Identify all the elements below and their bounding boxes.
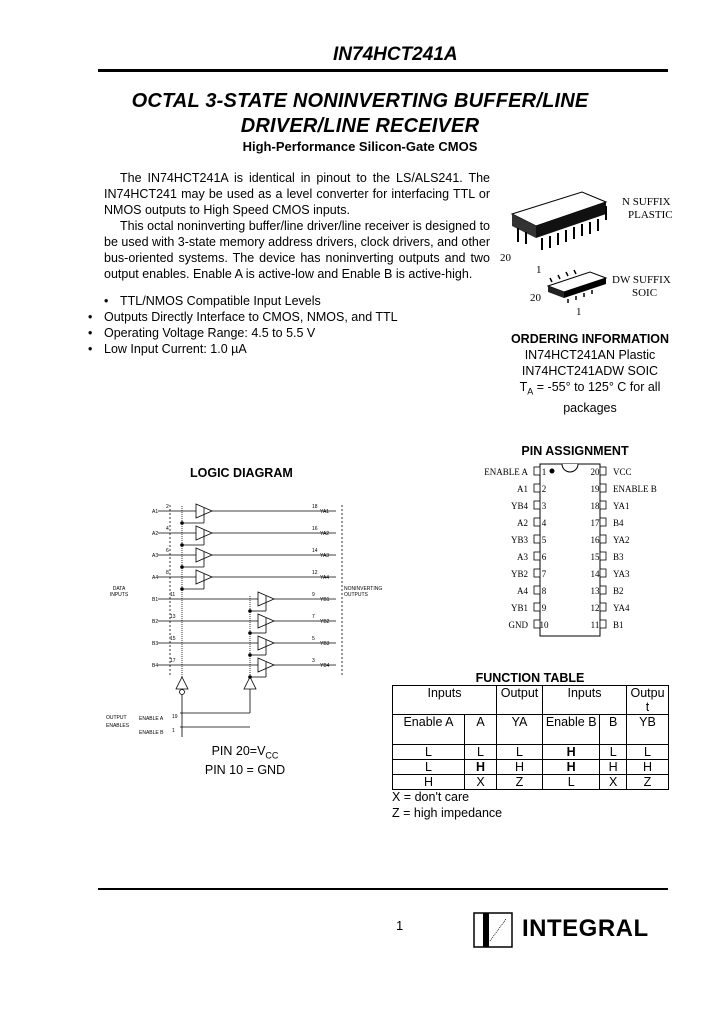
function-table-title: FUNCTION TABLE [475, 671, 585, 685]
ft-group-header: Output [497, 686, 543, 715]
pin-right-label: YA1 [613, 501, 630, 511]
pin-left-label: YB2 [510, 569, 528, 579]
logic-input-label: B4 [152, 663, 159, 669]
logic-input-pin: 6 [166, 548, 169, 554]
pin-left-number: 6 [541, 552, 547, 562]
logic-output-label: YB3 [320, 641, 330, 647]
ft-col-header: YA [497, 715, 543, 745]
logic-output-pin: 14 [312, 548, 318, 554]
ft-col-header: YB [627, 715, 669, 745]
logic-output-label: YA4 [320, 575, 330, 581]
function-table-notes [392, 789, 502, 821]
output-enables-label: OUTPUT ENABLES [106, 715, 130, 729]
pin-left-label: YB4 [510, 501, 528, 511]
pin-left-number: 9 [541, 603, 547, 613]
pin-right-number: 16 [590, 535, 600, 545]
pin-left-label: A1 [517, 484, 528, 494]
junction-dot [248, 631, 252, 635]
logic-input-pin: 11 [170, 592, 176, 598]
description [104, 170, 490, 282]
ordering-line-2: IN74HCT241ADW SOIC [521, 364, 659, 378]
logic-output-label: YA2 [320, 531, 330, 537]
pin-left-number: 5 [541, 535, 547, 545]
integral-logo-icon [472, 911, 514, 949]
ft-note-z: Z = high impedance [392, 806, 503, 820]
pin-right-number: 11 [590, 620, 600, 630]
logic-output-pin: 12 [312, 570, 318, 576]
logic-input-pin: 8 [166, 570, 169, 576]
pin-note-vcc: PIN $20=V_{CC}$ [211, 744, 279, 761]
junction-dot [180, 587, 184, 591]
junction-dot [180, 543, 184, 547]
logic-input-pin: 13 [170, 614, 176, 620]
part-number-header: IN74HCT241A [333, 44, 458, 65]
description-paragraph-1: The IN74HCT241A is identical in pinout to the LS/ALS241. The IN74HCT241 may be used as a level converter for interfacing TTL or NMOS outputs to High Speed CMOS inputs. [104, 171, 490, 217]
pin-left-label: A3 [517, 552, 528, 562]
enable-labels: ENABLE A ENABLE B [139, 716, 164, 736]
ft-col-header: A [465, 715, 497, 745]
ft-note-x: X = don't care [392, 790, 470, 804]
logic-input-pin: 17 [170, 658, 176, 664]
ft-row: L L L H L L [393, 745, 669, 760]
logic-input-label: B2 [152, 619, 159, 625]
pin-right-label: YA2 [613, 535, 630, 545]
data-inputs-label: DATA INPUTS [109, 586, 129, 598]
logic-diagram [100, 495, 400, 740]
logic-input-label: B3 [152, 641, 159, 647]
pin-left-number: 8 [541, 586, 547, 596]
feature-item: • Outputs Directly Interface to CMOS, NMOS, and TTL [88, 309, 488, 325]
junction-dot [180, 521, 184, 525]
dip-package-drawing [512, 192, 606, 250]
dip-pin20-label: 20 [500, 252, 511, 264]
logic-output-label: YB4 [320, 663, 330, 669]
pin-left-label: YB3 [510, 535, 528, 545]
logic-input-label: A4 [152, 575, 159, 581]
description-paragraph-2: This octal noninverting buffer/line driver/line receiver is designed to be used with 3-state memory address drivers, clock drivers, and other bus-oriented systems. The device has noninverting outputs and two output enables. Enable A is active-low and Enable B is active-high. [104, 219, 490, 281]
soic-pin1-label: 1 [576, 306, 582, 318]
package-illustrations [498, 186, 618, 306]
pin-note-gnd: PIN 10 = GND [204, 762, 286, 777]
logic-output-label: YA1 [320, 509, 330, 515]
logic-output-pin: 5 [312, 636, 315, 642]
logic-input-label: A1 [152, 509, 159, 515]
ft-col-header: Enable A [393, 715, 465, 745]
pin-left-number: 1 [541, 467, 547, 477]
junction-dot [248, 653, 252, 657]
dip-pin1-label: 1 [536, 264, 542, 276]
feature-item: • Operating Voltage Range: 4.5 to 5.5 V [88, 325, 488, 341]
logic-input-pin: 15 [170, 636, 176, 642]
page-number: 1 [396, 918, 404, 933]
pin-right-number: 19 [590, 484, 600, 494]
pin-right-number: 15 [590, 552, 600, 562]
logic-input-pin: 2 [166, 504, 169, 510]
n-suffix-label: N SUFFIX PLASTIC [622, 196, 673, 221]
pin-right-label: ENABLE B [613, 484, 657, 494]
pin-right-label: YA4 [613, 603, 630, 613]
ft-col-header: Enable B [543, 715, 600, 745]
title-line-1: OCTAL 3-STATE NONINVERTING BUFFER/LINE [131, 90, 589, 112]
pin-left-label: A4 [517, 586, 528, 596]
ft-row: L H H H H H [393, 760, 669, 775]
ft-group-header: Inputs [393, 686, 497, 715]
junction-dot [248, 675, 252, 679]
ordering-information [490, 331, 690, 416]
pin-left-label: YB1 [510, 603, 528, 613]
logic-output-pin: 9 [312, 592, 315, 598]
pin-left-number: 3 [541, 501, 547, 511]
pin-left-number: 10 [539, 620, 549, 630]
dw-suffix-label: DW SUFFIX SOIC [612, 274, 671, 299]
logic-output-label: YB1 [320, 597, 330, 603]
function-table [392, 685, 669, 790]
soic-pin20-label: 20 [530, 292, 541, 304]
header-rule [98, 69, 668, 72]
logic-output-label: YB2 [320, 619, 330, 625]
pin-left-number: 7 [541, 569, 547, 579]
logic-output-pin: 16 [312, 526, 318, 532]
pin-left-label: GND [508, 620, 528, 630]
ft-row: H X Z L X Z [393, 775, 669, 790]
ordering-heading: ORDERING INFORMATION [510, 332, 670, 346]
logic-input-pin: 4 [166, 526, 169, 532]
pin-right-number: 12 [590, 603, 600, 613]
noninverting-outputs-label: NONINVERTING OUTPUTS [344, 586, 383, 598]
title-line-2: DRIVER/LINE RECEIVER [240, 115, 480, 137]
ft-col-header: B [600, 715, 627, 745]
pin-right-label: YA3 [613, 569, 630, 579]
ft-group-header: Outpu t [627, 686, 669, 715]
logic-input-label: A2 [152, 531, 159, 537]
pin-right-label: VCC [613, 467, 632, 477]
enable-pin-numbers: 19 1 [172, 714, 178, 734]
pin-right-number: 14 [590, 569, 600, 579]
pin-right-number: 17 [590, 518, 600, 528]
footer-rule [98, 888, 668, 890]
logic-output-label: YA3 [320, 553, 330, 559]
pin-left-label: A2 [517, 518, 528, 528]
pin-assignment-title: PIN ASSIGNMENT [521, 444, 629, 458]
subtitle: High-Performance Silicon-Gate CMOS [242, 139, 478, 154]
logic-output-pin: 3 [312, 658, 315, 664]
pin-left-number: 4 [541, 518, 547, 528]
pin-right-number: 20 [590, 467, 600, 477]
junction-dot [180, 565, 184, 569]
pin-right-number: 18 [590, 501, 600, 511]
pin-notes [190, 744, 300, 777]
soic-package-drawing [548, 270, 606, 303]
logic-input-label: B1 [152, 597, 159, 603]
ordering-line-1: IN74HCT241AN Plastic [524, 348, 656, 362]
junction-dot [248, 609, 252, 613]
pin-right-label: B3 [613, 552, 624, 562]
logic-diagram-title: LOGIC DIAGRAM [190, 466, 293, 480]
logic-input-label: A3 [152, 553, 159, 559]
feature-item: • TTL/NMOS Compatible Input Levels [104, 293, 488, 309]
logic-output-pin: 7 [312, 614, 315, 620]
ordering-temp: $T_A = -55^\circ$ to 125° C for all [519, 380, 661, 397]
ft-group-header: Inputs [543, 686, 627, 715]
company-name: INTEGRAL [522, 915, 649, 942]
pin-right-number: 13 [590, 586, 600, 596]
pin-right-label: B2 [613, 586, 624, 596]
ordering-temp-2: packages [563, 400, 617, 415]
pin-right-label: B4 [613, 518, 624, 528]
pin-left-number: 2 [541, 484, 547, 494]
logic-output-pin: 18 [312, 504, 318, 510]
feature-list [88, 293, 488, 357]
feature-item: • Low Input Current: 1.0 µA [88, 341, 488, 357]
pin-left-label: ENABLE A [484, 467, 528, 477]
pin-right-label: B1 [613, 620, 624, 630]
